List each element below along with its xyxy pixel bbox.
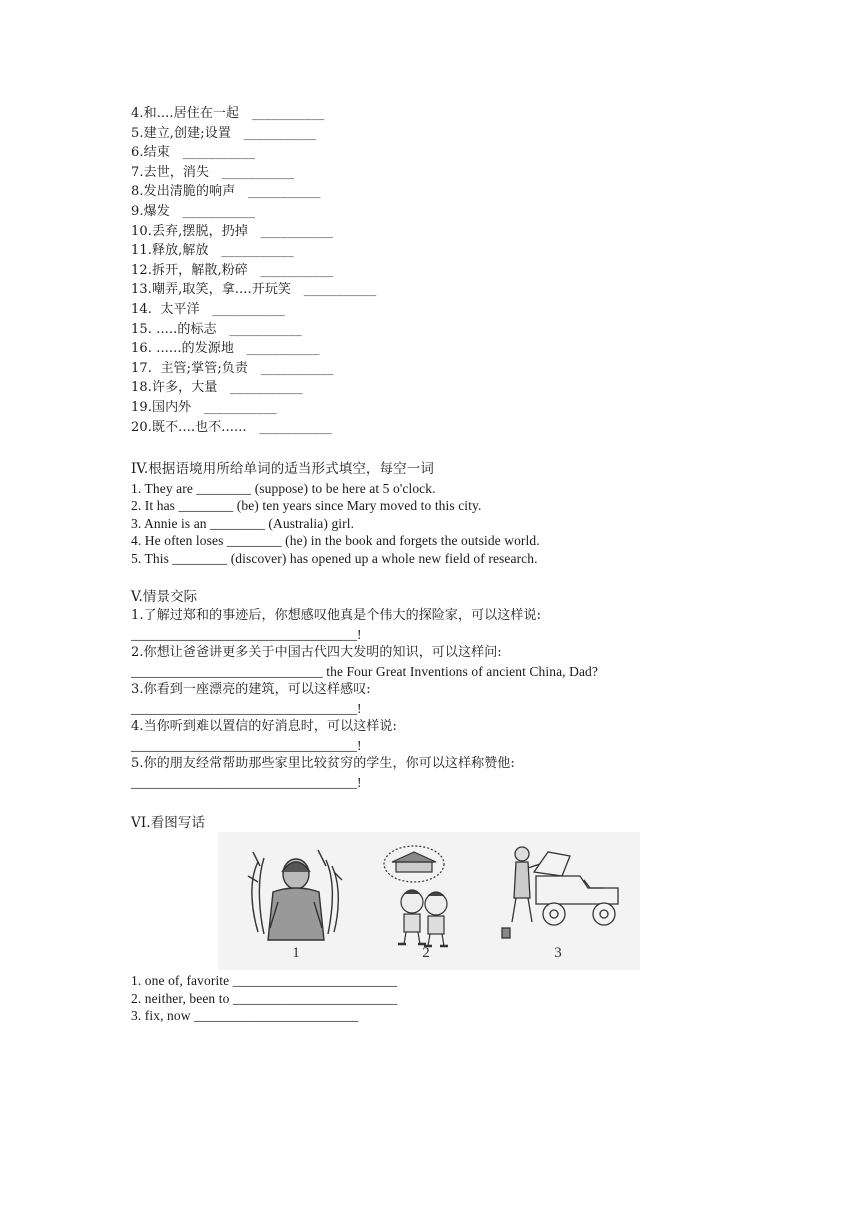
question-item: 5. This ________ (discover) has opened up a whole new field of research. [131,550,538,566]
prompt-line: 5.你的朋友经常帮助那些家里比较贫穷的学生，你可以这样称赞他: [131,756,515,771]
section-v [131,588,771,792]
vocab-item: 7.去世，消失 ___________ [131,164,295,180]
vocab-item: 8.发出清脆的响声 ___________ [131,184,321,200]
answer-line: _________________________________! [131,737,362,753]
vocab-item: 18.许多，大量 ___________ [131,380,303,396]
man-with-rice-picture [248,850,342,940]
section-vi-items [131,972,771,1025]
vocab-item: 20.既不....也不...... ___________ [131,419,332,435]
vocab-item: 5.建立,创建;设置 ___________ [131,125,317,141]
section-title: VI.看图写话 [131,815,206,831]
question-item: 4. He often loses ________ (he) in the book and forgets the outside world. [131,533,540,549]
picture-label-3: 3 [554,945,562,961]
vocab-item: 16. ......的发源地 ___________ [131,341,320,357]
man-fixing-truck-picture [502,847,618,938]
picture-illustrations [218,832,640,970]
section-vi [131,814,771,834]
vocab-list [131,104,771,437]
vocab-item: 4.和....居住在一起 ___________ [131,106,325,121]
vocab-item: 10.丢弃,摆脱，扔掉 ___________ [131,223,334,239]
question-item: 1. one of, favorite ________________________ [131,973,398,988]
vocab-item: 13.嘲弄,取笑，拿....开玩笑 ___________ [131,282,377,298]
picture-strip [218,832,640,970]
vocab-item: 15. .....的标志 ___________ [131,321,302,337]
vocab-item: 9.爆发 ___________ [131,203,256,219]
question-item: 3. Annie is an ________ (Australia) girl. [131,515,355,531]
vocab-item: 6.结束 ___________ [131,145,256,161]
section-iv [131,460,771,568]
question-item: 3. fix, now ________________________ [131,1008,359,1024]
answer-line: _________________________________! [131,700,362,716]
section-title: IV.根据语境用所给单词的适当形式填空，每空一词 [131,461,434,477]
answer-line: _________________________________! [131,626,362,642]
answer-line: ____________________________ the Four Great Inventions of ancient China, Dad? [131,663,598,679]
answer-line: _________________________________! [131,774,362,790]
prompt-line: 2.你想让爸爸讲更多关于中国古代四大发明的知识，可以这样问: [131,645,502,660]
section-title: V.情景交际 [131,589,198,605]
question-item: 1. They are ________ (suppose) to be here at 5 o'clock. [131,480,436,496]
prompt-line: 1.了解过郑和的事迹后，你想感叹他真是个伟大的探险家，可以这样说: [131,608,542,623]
picture-label-2: 2 [422,945,430,961]
picture-label-1: 1 [292,945,300,961]
kids-tiananmen-picture [384,846,448,946]
prompt-line: 4.当你听到难以置信的好消息时，可以这样说: [131,719,397,734]
vocab-item: 11.释放,解放 ___________ [131,243,294,259]
vocab-item: 14. 太平洋 ___________ [131,301,286,317]
prompt-line: 3.你看到一座漂亮的建筑，可以这样感叹: [131,682,371,697]
vocab-item: 12.拆开，解散,粉碎 ___________ [131,262,334,278]
vocab-item: 17. 主管;掌管;负责 ___________ [131,360,334,376]
question-item: 2. neither, been to ________________________ [131,990,398,1006]
vocab-item: 19.国内外 ___________ [131,399,277,415]
question-item: 2. It has ________ (be) ten years since Mary moved to this city. [131,498,482,514]
